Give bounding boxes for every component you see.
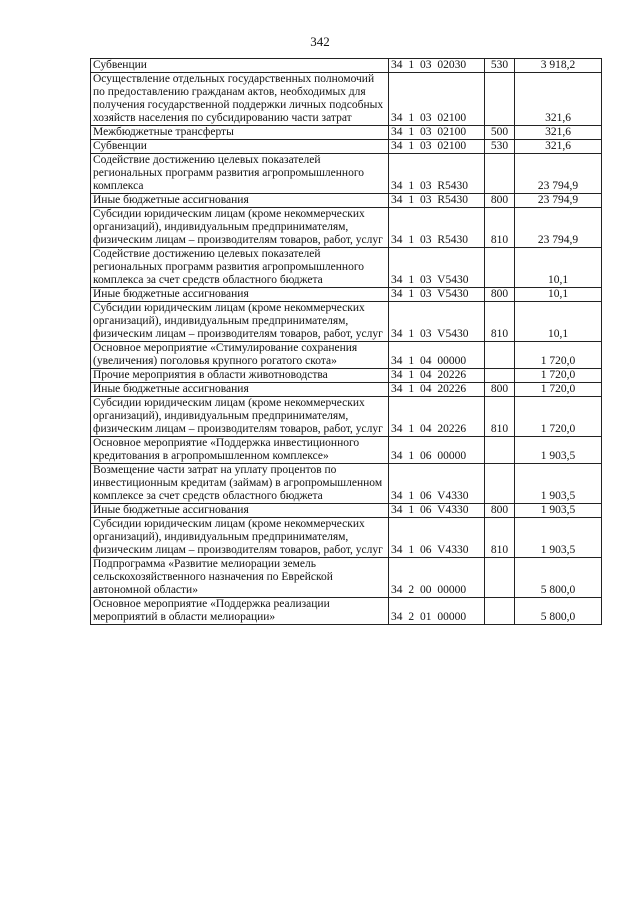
code-cell: 34 1 06 00000 — [389, 437, 485, 464]
table-row — [91, 140, 602, 154]
amount-cell: 1 720,0 — [515, 383, 602, 397]
code-cell: 34 2 00 00000 — [389, 558, 485, 598]
page-number: 342 — [310, 34, 330, 49]
table-row — [91, 302, 602, 342]
code-cell: 34 1 04 20226 — [389, 397, 485, 437]
name-cell: Осуществление отдельных государственных полномочий по предоставлению гражданам актов, необходимых для получения государственной поддержки личных подсобных хозяйств населения по субсидированию части затрат — [91, 73, 389, 126]
expense-type-cell: 800 — [485, 383, 515, 397]
name-cell: Субсидии юридическим лицам (кроме некоммерческих организаций), индивидуальным предпринимателям, физическим лицам – производителям товаров, работ, услуг — [91, 208, 389, 248]
amount-cell: 10,1 — [515, 302, 602, 342]
expense-type-cell: 530 — [485, 140, 515, 154]
name-cell: Основное мероприятие «Стимулирование сохранения (увеличения) поголовья крупного рогатого скота» — [91, 342, 389, 369]
table-row — [91, 383, 602, 397]
amount-cell: 23 794,9 — [515, 194, 602, 208]
table-row — [91, 342, 602, 369]
expense-type-cell — [485, 369, 515, 383]
table-row — [91, 248, 602, 288]
code-cell: 34 1 04 20226 — [389, 369, 485, 383]
expense-type-cell — [485, 598, 515, 625]
amount-cell: 321,6 — [515, 73, 602, 126]
name-cell: Прочие мероприятия в области животноводства — [91, 369, 389, 383]
code-cell: 34 1 03 02100 — [389, 126, 485, 140]
table-row — [91, 208, 602, 248]
name-cell: Основное мероприятие «Поддержка инвестиционного кредитования в агропромышленном комплексе» — [91, 437, 389, 464]
name-cell: Субвенции — [91, 140, 389, 154]
amount-cell: 1 720,0 — [515, 342, 602, 369]
expense-type-cell — [485, 558, 515, 598]
code-cell: 34 1 03 V5430 — [389, 248, 485, 288]
code-cell: 34 1 03 R5430 — [389, 154, 485, 194]
name-cell: Подпрограмма «Развитие мелиорации земель сельскохозяйственного назначения по Еврейской автономной области» — [91, 558, 389, 598]
table-row — [91, 437, 602, 464]
budget-table-body — [91, 59, 602, 625]
amount-cell: 10,1 — [515, 288, 602, 302]
code-cell: 34 1 03 V5430 — [389, 288, 485, 302]
amount-cell: 5 800,0 — [515, 558, 602, 598]
expense-type-cell — [485, 248, 515, 288]
amount-cell: 1 903,5 — [515, 518, 602, 558]
table-row — [91, 59, 602, 73]
name-cell: Иные бюджетные ассигнования — [91, 383, 389, 397]
expense-type-cell — [485, 342, 515, 369]
table-row — [91, 154, 602, 194]
expense-type-cell: 810 — [485, 302, 515, 342]
table-row — [91, 518, 602, 558]
name-cell: Иные бюджетные ассигнования — [91, 504, 389, 518]
code-cell: 34 1 03 02100 — [389, 73, 485, 126]
amount-cell: 321,6 — [515, 126, 602, 140]
code-cell: 34 1 03 R5430 — [389, 194, 485, 208]
amount-cell: 1 903,5 — [515, 437, 602, 464]
table-row — [91, 126, 602, 140]
name-cell: Межбюджетные трансферты — [91, 126, 389, 140]
expense-type-cell: 800 — [485, 504, 515, 518]
name-cell: Иные бюджетные ассигнования — [91, 194, 389, 208]
name-cell: Основное мероприятие «Поддержка реализации мероприятий в области мелиорации» — [91, 598, 389, 625]
code-cell: 34 1 04 00000 — [389, 342, 485, 369]
code-cell: 34 1 03 V5430 — [389, 302, 485, 342]
table-row — [91, 598, 602, 625]
code-cell: 34 1 04 20226 — [389, 383, 485, 397]
expense-type-cell: 500 — [485, 126, 515, 140]
table-row — [91, 288, 602, 302]
expense-type-cell: 800 — [485, 194, 515, 208]
amount-cell: 3 918,2 — [515, 59, 602, 73]
table-row — [91, 194, 602, 208]
code-cell: 34 1 03 02100 — [389, 140, 485, 154]
table-row — [91, 397, 602, 437]
expense-type-cell: 810 — [485, 208, 515, 248]
amount-cell: 1 720,0 — [515, 397, 602, 437]
budget-table-container — [90, 58, 601, 625]
code-cell: 34 1 06 V4330 — [389, 504, 485, 518]
code-cell: 34 1 03 R5430 — [389, 208, 485, 248]
expense-type-cell — [485, 437, 515, 464]
name-cell: Содействие достижению целевых показателей региональных программ развития агропромышленного комплекса за счет средств областного бюджета — [91, 248, 389, 288]
amount-cell: 5 800,0 — [515, 598, 602, 625]
code-cell: 34 1 03 02030 — [389, 59, 485, 73]
table-row — [91, 369, 602, 383]
amount-cell: 23 794,9 — [515, 208, 602, 248]
expense-type-cell — [485, 464, 515, 504]
code-cell: 34 1 06 V4330 — [389, 464, 485, 504]
name-cell: Субсидии юридическим лицам (кроме некоммерческих организаций), индивидуальным предпринимателям, физическим лицам – производителям товаров, работ, услуг — [91, 397, 389, 437]
expense-type-cell: 810 — [485, 518, 515, 558]
amount-cell: 1 903,5 — [515, 504, 602, 518]
expense-type-cell — [485, 154, 515, 194]
name-cell: Субвенции — [91, 59, 389, 73]
table-row — [91, 73, 602, 126]
code-cell: 34 1 06 V4330 — [389, 518, 485, 558]
name-cell: Содействие достижению целевых показателей региональных программ развития агропромышленного комплекса — [91, 154, 389, 194]
name-cell: Субсидии юридическим лицам (кроме некоммерческих организаций), индивидуальным предпринимателям, физическим лицам – производителям товаров, работ, услуг — [91, 518, 389, 558]
code-cell: 34 2 01 00000 — [389, 598, 485, 625]
amount-cell: 1 903,5 — [515, 464, 602, 504]
expense-type-cell: 810 — [485, 397, 515, 437]
name-cell: Возмещение части затрат на уплату процентов по инвестиционным кредитам (займам) в агропромышленном комплексе за счет средств областного бюджета — [91, 464, 389, 504]
name-cell: Иные бюджетные ассигнования — [91, 288, 389, 302]
amount-cell: 321,6 — [515, 140, 602, 154]
table-row — [91, 558, 602, 598]
amount-cell: 23 794,9 — [515, 154, 602, 194]
table-row — [91, 464, 602, 504]
amount-cell: 1 720,0 — [515, 369, 602, 383]
name-cell: Субсидии юридическим лицам (кроме некоммерческих организаций), индивидуальным предпринимателям, физическим лицам – производителям товаров, работ, услуг — [91, 302, 389, 342]
expense-type-cell — [485, 73, 515, 126]
budget-table — [90, 58, 602, 625]
expense-type-cell: 800 — [485, 288, 515, 302]
table-row — [91, 504, 602, 518]
expense-type-cell: 530 — [485, 59, 515, 73]
amount-cell: 10,1 — [515, 248, 602, 288]
